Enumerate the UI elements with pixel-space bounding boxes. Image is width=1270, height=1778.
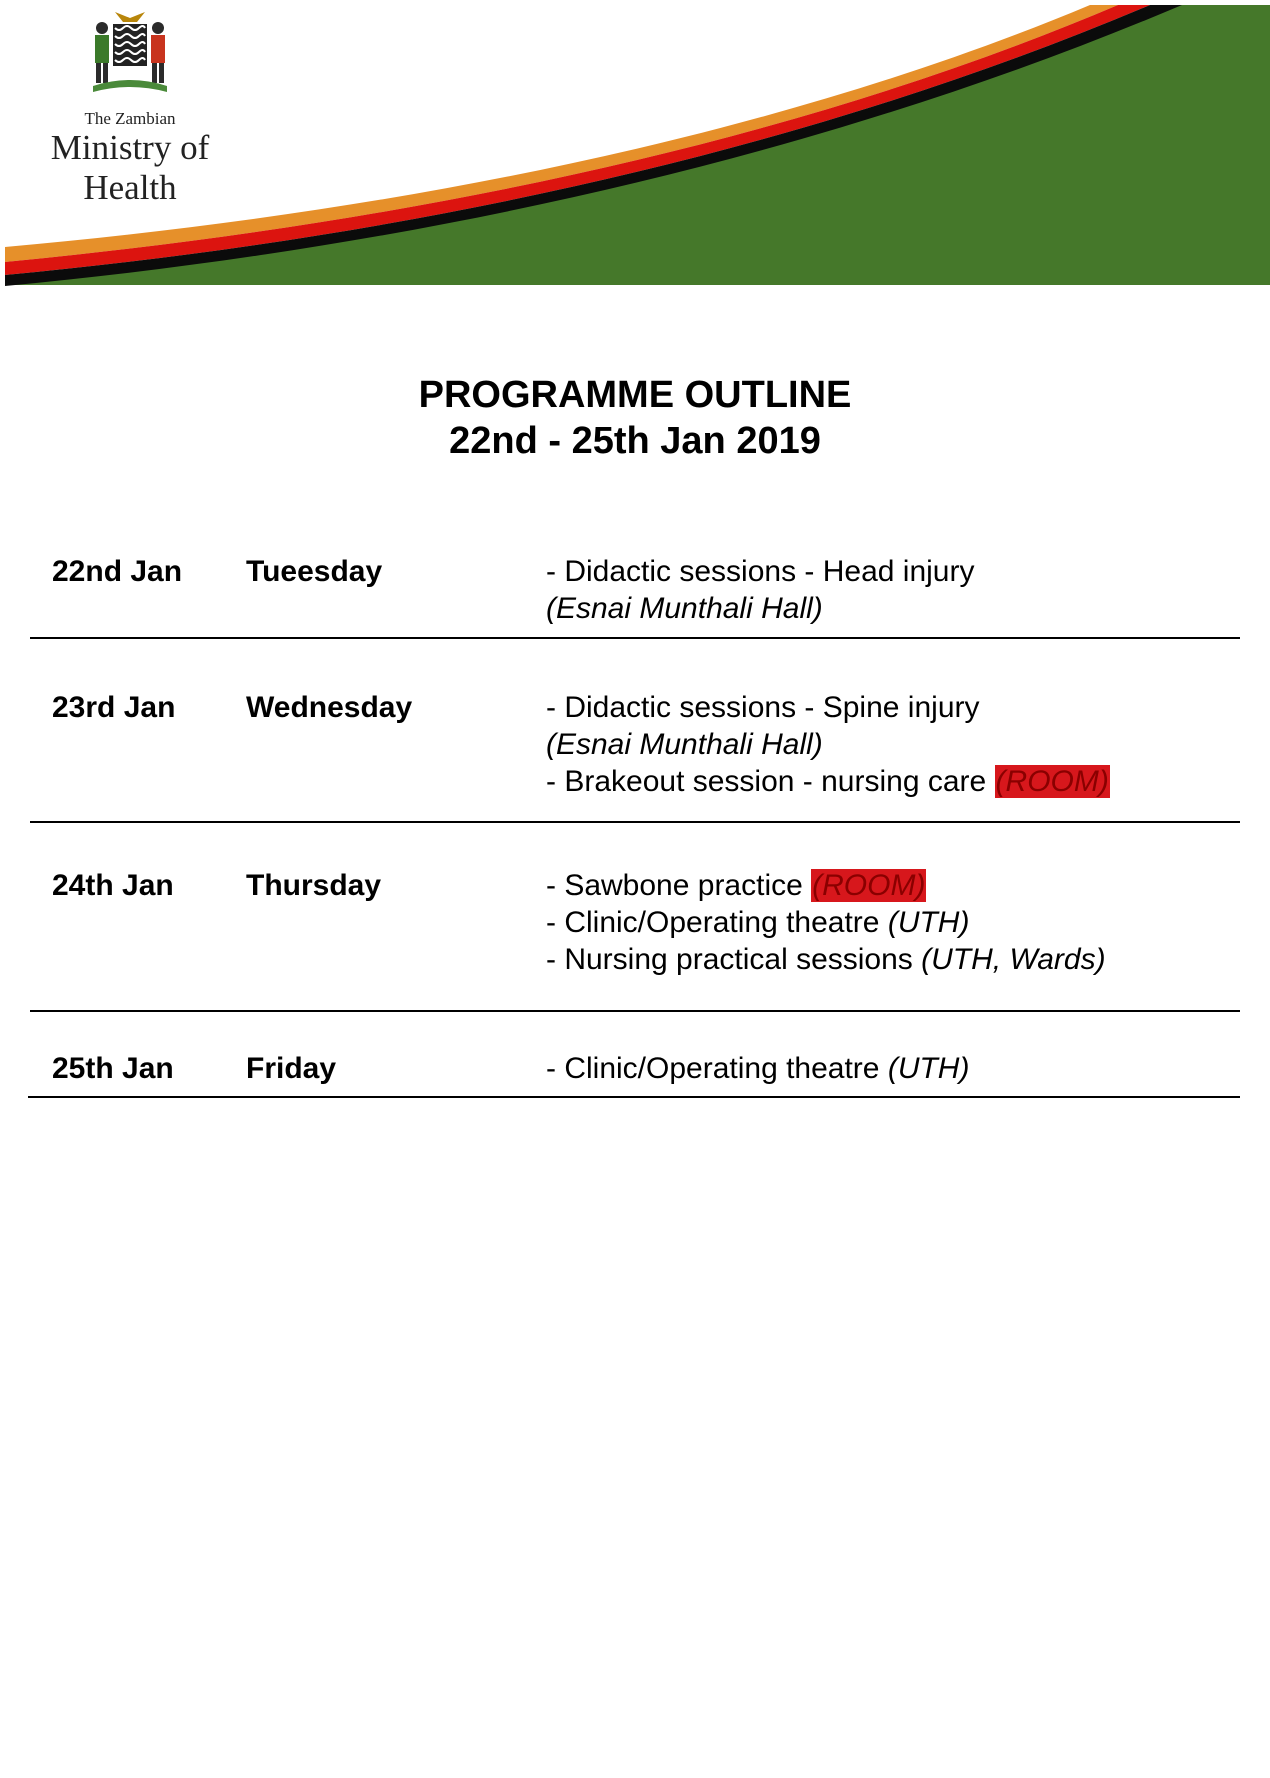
schedule-item	[546, 867, 1106, 904]
item-text: - Clinic/Operating theatre	[546, 906, 888, 939]
title-line1: PROGRAMME OUTLINE	[418, 374, 852, 416]
page-title	[0, 372, 1270, 464]
item-text: - Didactic sessions - Head injury	[546, 555, 975, 588]
schedule-item	[546, 689, 1110, 726]
schedule-date: 25th Jan	[52, 1052, 174, 1085]
schedule-item	[546, 763, 1110, 800]
org-name-line1: The Zambian	[84, 109, 176, 128]
room-highlight: (ROOM)	[812, 869, 926, 902]
row-divider	[30, 1010, 1240, 1012]
schedule-item	[546, 904, 1106, 941]
org-name-line3: Health	[83, 168, 177, 207]
title-line2: 22nd - 25th Jan 2019	[449, 420, 821, 462]
item-text: - Clinic/Operating theatre	[546, 1052, 888, 1085]
schedule-item	[546, 726, 1110, 763]
schedule-day: Wednesday	[246, 691, 413, 724]
schedule-item	[546, 553, 974, 590]
schedule-day: Friday	[246, 1052, 337, 1085]
org-name-line2: Ministry of	[50, 128, 210, 167]
item-venue: (Esnai Munthali Hall)	[546, 728, 823, 761]
schedule-item	[546, 941, 1106, 978]
schedule-day: Tueesday	[246, 555, 383, 588]
schedule-date: 23rd Jan	[52, 691, 176, 724]
schedule-items	[546, 1050, 969, 1087]
schedule-item	[546, 590, 974, 627]
row-divider	[30, 637, 1240, 639]
item-text: - Nursing practical sessions	[546, 943, 922, 976]
schedule-date: 24th Jan	[52, 869, 174, 902]
item-text: - Brakeout session - nursing care	[546, 765, 995, 798]
zambia-coat-of-arms-icon	[85, 8, 175, 96]
item-venue: (UTH)	[887, 1052, 970, 1085]
item-venue: (UTH, Wards)	[921, 943, 1106, 976]
schedule-items	[546, 553, 974, 627]
row-divider	[28, 1096, 1240, 1098]
schedule-item	[546, 1050, 969, 1087]
item-venue: (Esnai Munthali Hall)	[546, 592, 823, 625]
schedule-items	[546, 689, 1110, 800]
room-highlight: (ROOM)	[995, 765, 1109, 798]
schedule-day: Thursday	[246, 869, 382, 902]
item-text: - Sawbone practice	[546, 869, 812, 902]
item-venue: (UTH)	[887, 906, 970, 939]
schedule-items	[546, 867, 1106, 978]
ministry-logo	[30, 8, 230, 208]
row-divider	[30, 821, 1240, 823]
schedule-date: 22nd Jan	[52, 555, 183, 588]
item-text: - Didactic sessions - Spine injury	[546, 691, 980, 724]
